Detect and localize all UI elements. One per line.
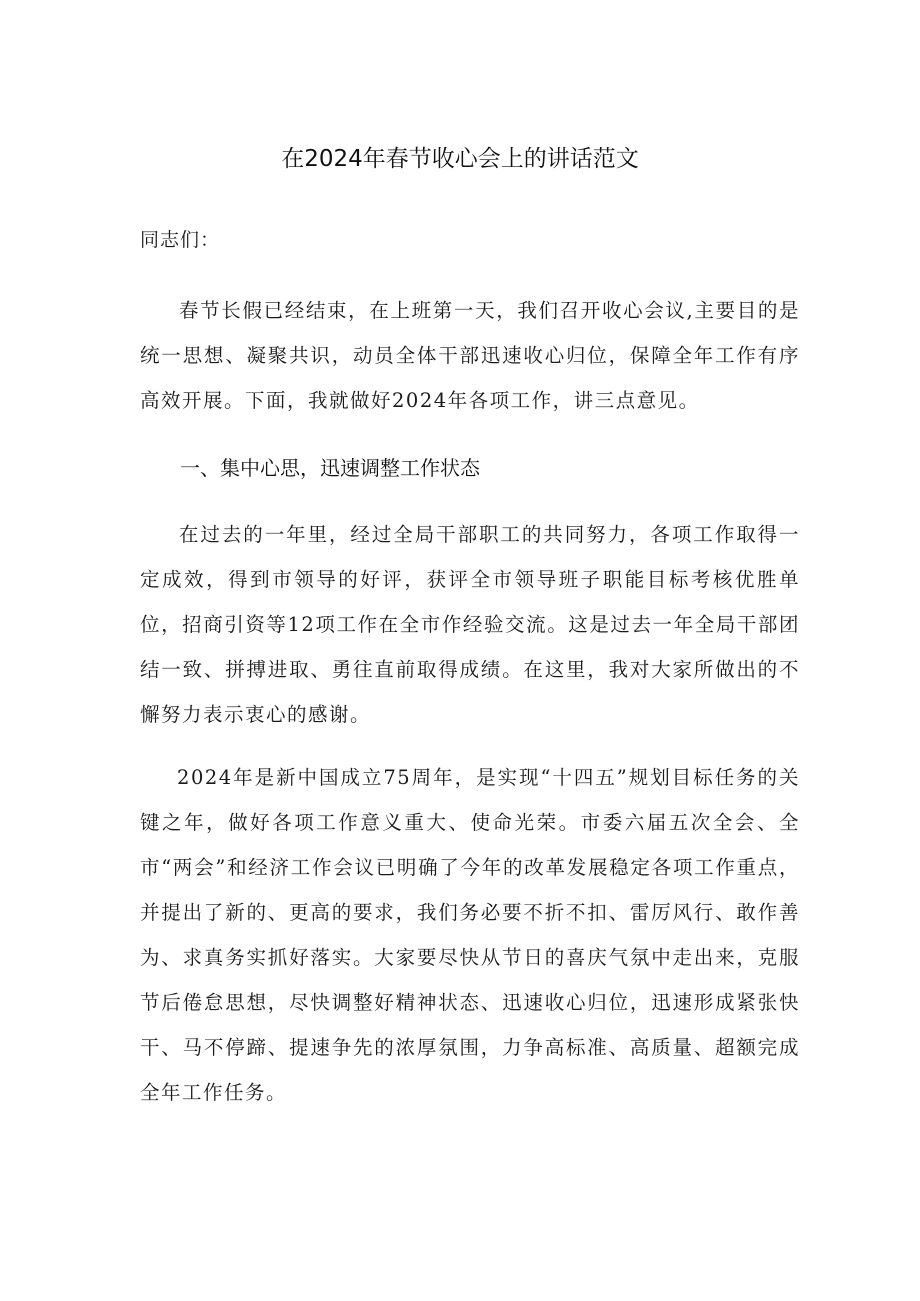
- section-heading-1: 一、集中心思，迅速调整工作状态: [180, 456, 480, 480]
- intro-paragraph: 春节长假已经结束，在上班第一天，我们召开收心会议,主要目的是统一思想、凝聚共识，动员全体干部迅速收心归位，保障全年工作有序高效开展。下面，我就做好2024年各项工作，讲三点意见。: [140, 299, 800, 412]
- salutation: 同志们：: [140, 229, 221, 251]
- section-1-paragraph-1: 在过去的一年里，经过全局干部职工的共同努力，各项工作取得一定成效，得到市领导的好评，获评全市领导班子职能目标考核优胜单位，招商引资等12项工作在全市作经验交流。这是过去一年全局干部团结一致、拼搏进取、勇往直前取得成绩。在这里，我对大家所做出的不懈努力表示衷心的感谢。: [140, 523, 800, 726]
- document-title: 在2024年春节收心会上的讲话范文: [281, 146, 639, 172]
- section-1-paragraph-2: 2024年是新中国成立75周年，是实现“十四五”规划目标任务的关键之年，做好各项工作意义重大、使命光荣。市委六届五次全会、全市“两会”和经济工作会议已明确了今年的改革发展稳定各项工作重点，并提出了新的、更高的要求，我们务必要不折不扣、雷厉风行、敢作善为、求真务实抓好落实。大家要尽快从节日的喜庆气氛中走出来，克服节后倦怠思想，尽快调整好精神状态、迅速收心归位，迅速形成紧张快干、马不停蹄、提速争先的浓厚氛围，力争高标准、高质量、超额完成全年工作任务。: [140, 766, 800, 1104]
